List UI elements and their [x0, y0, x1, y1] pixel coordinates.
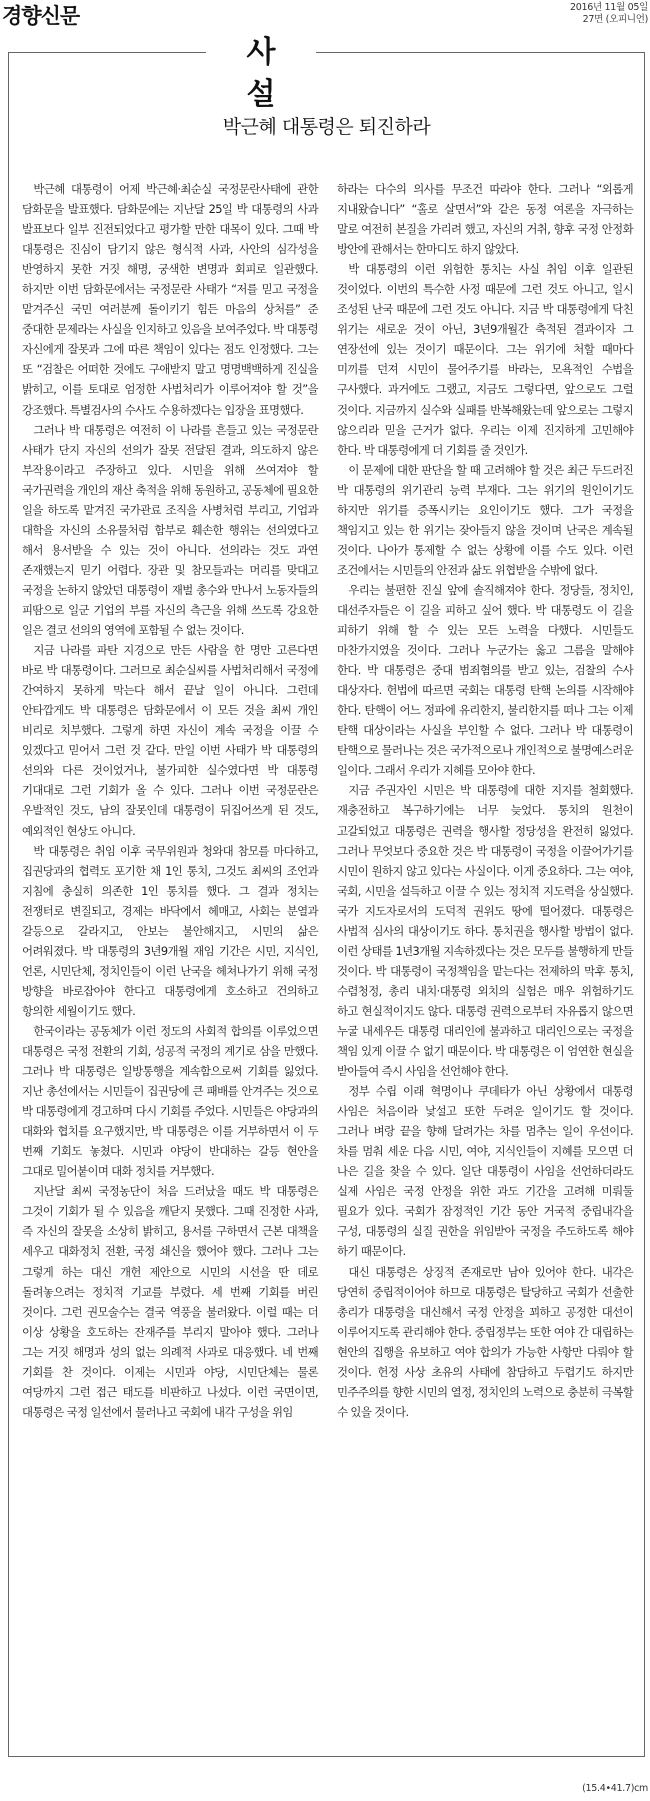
section-title: 사 설 — [246, 35, 290, 112]
paragraph: 우리는 불편한 진실 앞에 솔직해져야 한다. 정당들, 정치인, 대선주자들은 이 길을 피하고 싶어 했다. 박 대통령도 이 길을 피하기 위해 할 수 있는 모든 노력을 다했다. 시민들도 마찬가지였을 것이다. 그러나 누군가는 옳고 그름을 말해야 한다. 박 대통령은 중대 범죄혐의를 받고 있는, 검찰의 수사 대상자다. 헌법에 따르면 국회는 대통령 탄핵 논의를 시작해야 한다. 탄핵이 어느 정파에 유리한지, 불리한지를 떠나 그는 이제 탄핵 대상이라는 사실을 부인할 수 없다. 그러나 박 대통령이 탄핵으로 물러나는 것은 국가적으로나 개인적으로 불명예스러운 일이다. 그래서 우리가 지혜를 모아야 한다. — [337, 582, 633, 778]
frame-top-rule-left — [8, 52, 206, 53]
paragraph: 박 대통령은 취임 이후 국무위원과 청와대 참모를 마다하고, 집권당과의 협력도 포기한 채 1인 통치, 그것도 최씨의 조언과 지침에 충실히 의존한 1인 통치를 했다. 그 결과 정치는 전쟁터로 변질되고, 경제는 바닥에서 헤매고, 사회는 분열과 갈등으로 갈라지고, 안보는 불안해지고, 시민의 삶은 어려워졌다. 박 대통령의 3년9개월 재임 기간은 시민, 지식인, 언론, 시민단체, 정치인들이 이런 난국을 헤쳐나가기 위해 국정 방향을 바로잡아야 한다고 대통령에게 호소하고 건의하고 항의한 세월이기도 했다. — [22, 843, 318, 1018]
paragraph-continued: 하라는 다수의 의사를 무조건 따라야 한다. 그러나 “외롭게 지내왔습니다” “홀로 살면서”와 같은 동정 여론을 자극하는 말로 여전히 본질을 가리려 했고, 자신의 거취, 향후 국정 안정화 방안에 관해서는 한마디도 하지 않았다. — [337, 182, 633, 257]
article-size-note: (15.4•41.7)cm — [582, 1783, 648, 1794]
dateline — [570, 2, 648, 26]
paragraph: 이 문제에 대한 판단을 할 때 고려해야 할 것은 최근 두드러진 박 대통령의 위기관리 능력 부재다. 그는 위기의 원인이기도 하지만 위기를 증폭시키는 요인이기도 했다. 그가 국정을 책임지고 있는 한 위기는 잦아들지 않을 것이며 난국은 계속될 것이다. 나아가 통제할 수 없는 상황에 이를 수도 있다. 이런 조건에서는 시민들의 안전과 삶도 위협받을 수밖에 없다. — [337, 462, 633, 577]
paragraph: 박 대통령의 이런 위험한 통치는 사실 취임 이후 일관된 것이었다. 이번의 특수한 사정 때문에 그런 것도 아니고, 일시 조성된 난국 때문에 그런 것도 아니다. 지금 박 대통령에게 닥친 위기는 새로운 것이 아닌, 3년9개월간 축적된 결과이자 그 연장선에 있는 것이기 때문이다. 그는 위기에 처할 때마다 미끼를 던져 시민이 물어주기를 바라는, 모욕적인 수법을 구사했다. 과거에도 그랬고, 지금도 그렇다면, 앞으로도 그럴 것이다. 지금까지 실수와 실패를 반복해왔는데 앞으로는 그렇지 않으리라 믿을 근거가 없다. 우리는 이제 진지하게 고민해야 한다. 박 대통령에게 더 기회를 줄 것인가. — [337, 262, 633, 457]
paragraph: 그러나 박 대통령은 여전히 이 나라를 흔들고 있는 국정문란 사태가 단지 자신의 선의가 잘못 전달된 결과, 의도하지 않은 부작용이라고 주장하고 있다. 시민을 위해 쓰여져야 할 국가권력을 개인의 재산 축적을 위해 동원하고, 공동체에 필요한 일을 하도록 맡겨진 국가관료 조직을 사병처럼 부리고, 기업과 대학을 자신의 소유물처럼 함부로 훼손한 행위는 선의였다고 해서 용서받을 수 있는 것이 아니다. 선의라는 것도 과연 존재했는지 믿기 어렵다. 장관 및 참모들과는 머리를 맞대고 국정을 논하지 않았던 대통령이 재벌 총수와 만나서 노동자들의 피땀으로 일군 기업의 부를 자신의 측근을 위해 쓰도록 강요한 일은 결코 선의의 영역에 포함될 수 없는 것이다. — [22, 422, 318, 638]
paragraph: 지금 주권자인 시민은 박 대통령에 대한 지지를 철회했다. 재충전하고 복구하기에는 너무 늦었다. 통치의 원천이 고갈되었고 대통령은 권력을 행사할 정당성을 완전히 잃었다. 그러나 무엇보다 중요한 것은 박 대통령이 국정을 이끌어가기를 시민이 원하지 않고 있다는 사실이다. 이게 중요하다. 그는 여야, 국회, 시민을 설득하고 이끌 수 있는 정치적 지도력을 상실했다. 국가 지도자로서의 도덕적 권위도 땅에 떨어졌다. 대통령은 사법적 심사의 대상이기도 하다. 통치권을 행사할 방법이 없다. 이런 상태를 1년3개월 지속하겠다는 것은 모두를 불행하게 만들 것이다. 박 대통령이 국정책임을 맡는다는 전제하의 막후 통치, 수렴청정, 총리 내치·대통령 외치의 실험은 매우 위험하기도 하고 현실적이지도 않다. 대통령 권력으로부터 자유롭지 않으면 누굴 내세우든 대통령 대리인에 불과하고 대리인으로는 국정을 책임 있게 이끌 수 없기 때문이다. 박 대통령은 이 엄연한 현실을 받아들여 즉시 사임을 선언해야 한다. — [337, 783, 633, 1079]
article-column-left — [22, 179, 318, 1422]
page-section: 27면 (오피니언) — [582, 14, 648, 25]
paragraph: 대신 대통령은 상징적 존재로만 남아 있어야 한다. 내각은 당연히 중립적이어야 하므로 대통령은 탈당하고 국회가 선출한 총리가 대통령을 대신해서 국정 안정을 꾀하고 공정한 대선이 이루어지도록 관리해야 한다. 중립정부는 또한 여야 간 대립하는 현안의 집행을 유보하고 여야 합의가 가능한 사항만 다뤄야 할 것이다. 헌정 사상 초유의 사태에 참담하고 두렵기도 하지만 민주주의를 향한 시민의 열정, 정치인의 노력으로 충분히 극복할 수 있을 것이다. — [337, 1264, 633, 1419]
publish-date: 2016년 11월 05일 — [569, 2, 648, 13]
paragraph: 지금 나라를 파탄 지경으로 만든 사람을 한 명만 고른다면 바로 박 대통령이다. 그러므로 최순실씨를 사법처리해서 국정에 간여하지 못하게 막는다 해서 끝날 일이 아니다. 그런데 안타깝게도 박 대통령은 담화문에서 이 모든 것을 최씨 개인 비리로 치부했다. 그렇게 하면 자신이 계속 국정을 이끌 수 있겠다고 믿어서 그런 것 같다. 만일 이번 사태가 박 대통령의 선의와 다른 것이었거나, 불가피한 실수였다면 박 대통령 기대대로 그런 기회가 올 수 있다. 그러나 이번 국정문란은 우발적인 것도, 남의 잘못인데 대통령이 뒤집어쓰게 된 것도, 예외적인 현상도 아니다. — [22, 643, 318, 838]
article-headline: 박근혜 대통령은 퇴진하라 — [222, 116, 431, 138]
paragraph: 지난달 최씨 국정농단이 처음 드러났을 때도 박 대통령은 그것이 기회가 될 수 있음을 깨닫지 못했다. 그때 진정한 사과, 즉 자신의 잘못을 소상히 밝히고, 용서를 구하면서 근본 대책을 세우고 대화정치 전환, 국정 쇄신을 했어야 했다. 그러나 그는 그렇게 하는 대신 개헌 제안으로 시민의 시선을 딴 데로 돌려놓으려는 정치적 기교를 부렸다. 세 번째 기회를 버린 것이다. 그런 권모술수는 결국 역풍을 불러왔다. 이럴 때는 더 이상 상황을 호도하는 잔재주를 부리지 말아야 했다. 그러나 그는 거짓 해명과 성의 없는 의례적 사과로 대응했다. 네 번째 기회를 찬 것이다. 이제는 시민과 야당, 시민단체는 물론 여당까지 그런 접근 태도를 비판하고 나섰다. 이런 국면이면, 대통령은 국정 일선에서 물러나고 국회에 내각 구성을 위임 — [22, 1184, 318, 1419]
frame-top-rule-right — [316, 52, 645, 53]
article-column-right — [337, 179, 633, 1422]
paragraph: 정부 수립 이래 혁명이나 쿠데타가 아닌 상황에서 대통령 사임은 처음이라 낯설고 또한 두려운 일이기도 할 것이다. 그러나 벼랑 끝을 향해 달려가는 차를 멈추는 일이 우선이다. 차를 멈춰 세운 다음 시민, 여야, 지식인들이 지혜를 모으면 더 나은 길을 찾을 수 있다. 일단 대통령이 사임을 선언하더라도 실제 사임은 국정 안정을 위한 과도 기간을 고려해 미뤄둘 필요가 있다. 국회가 잠정적인 기간 동안 거국적 중립내각을 구성, 대통령의 실질 권한을 위임받아 국정을 주도하도록 해야 하기 때문이다. — [337, 1084, 633, 1259]
newspaper-name: 경향신문 — [2, 4, 80, 28]
paragraph: 박근혜 대통령이 어제 박근혜·최순실 국정문란사태에 관한 담화문을 발표했다. 담화문에는 지난달 25일 박 대통령의 사과 발표보다 일부 진전되었다고 평가할 만한 대목이 있다. 그때 박 대통령은 진심이 담기지 않은 형식적 사과, 사안의 심각성을 반영하지 못한 거짓 해명, 궁색한 변명과 회피로 일관했다. 하지만 이번 담화문에서는 국정문란 사태가 “저를 믿고 국정을 맡겨주신 국민 여러분께 돌이키기 힘든 마음의 상처를” 준 중대한 문제라는 사실을 인지하고 있음을 보여주었다. 박 대통령 자신에게 잘못과 그에 따른 책임이 있다는 점도 인정했다. 그는 또 “검찰은 어떠한 것에도 구애받지 말고 명명백백하게 진실을 밝히고, 이를 토대로 엄정한 사법처리가 이루어져야 할 것”을 강조했다. 특별검사의 수사도 수용하겠다는 입장을 표명했다. — [22, 182, 318, 417]
paragraph: 한국이라는 공동체가 이런 정도의 사회적 합의를 이루었으면 대통령은 국정 전환의 기회, 성공적 국정의 계기로 삼을 만했다. 그러나 박 대통령은 일방통행을 계속함으로써 기회를 잃었다. 지난 총선에서는 시민들이 집권당에 큰 패배를 안겨주는 것으로 박 대통령에게 경고하며 다시 기회를 주었다. 시민들은 야당과의 대화와 협치를 요구했지만, 박 대통령은 이를 거부하면서 이 두 번째 기회도 놓쳤다. 시민과 야당이 반대하는 갈등 현안을 그대로 밀어붙이며 대화 정치를 거부했다. — [22, 1023, 318, 1179]
